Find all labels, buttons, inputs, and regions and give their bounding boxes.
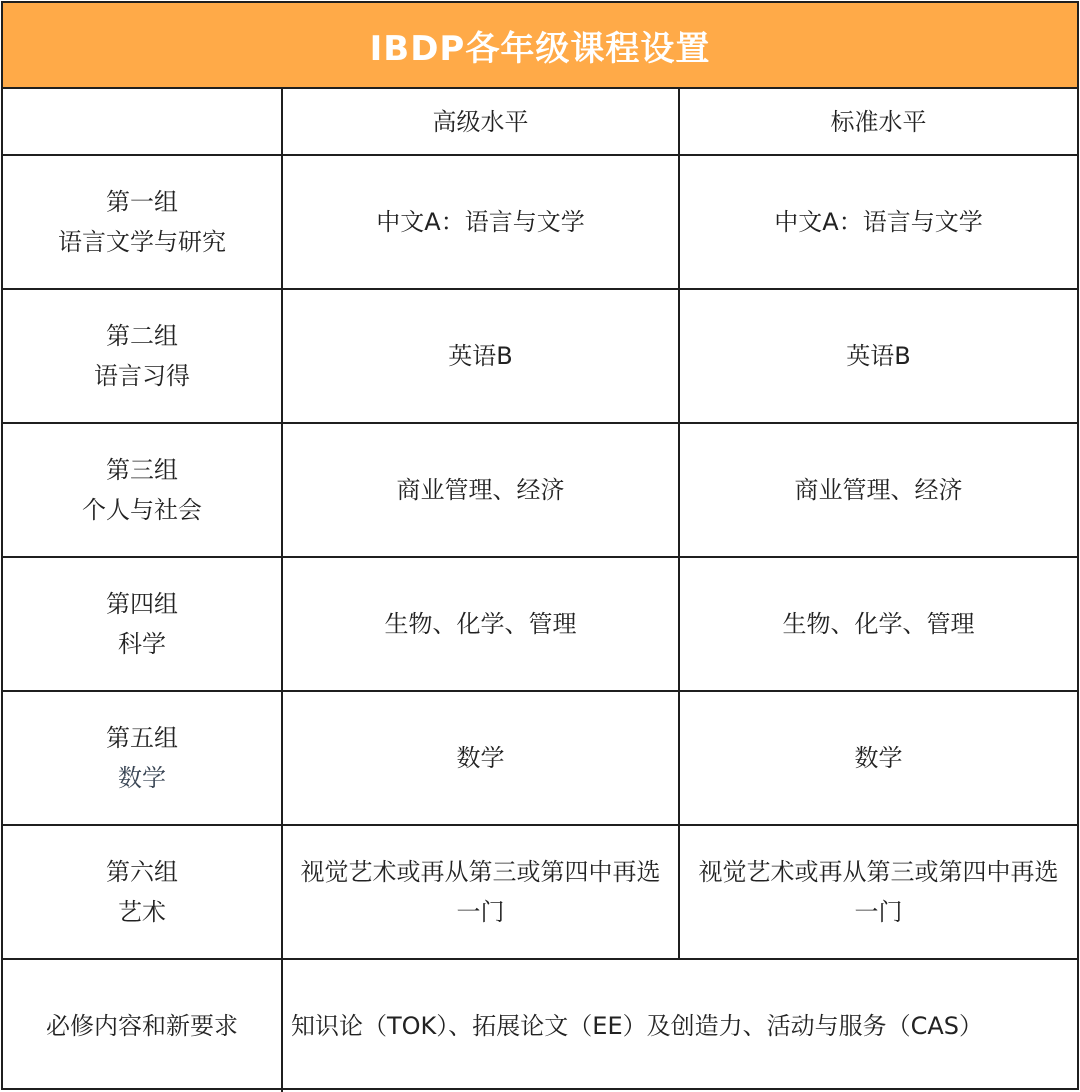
table-row [3,557,1077,691]
group-name: 第三组 [106,456,178,484]
group-subject: 个人与社会 [82,496,202,524]
hl-cell: 数学 [282,691,679,825]
course-table-frame [1,1,1079,1090]
table-row [3,289,1077,423]
group-label [3,289,282,423]
column-header-row [3,89,1077,155]
group-label [3,155,282,289]
column-header-sl: 标准水平 [679,89,1077,155]
group-name: 第五组 [106,724,178,752]
column-header-hl: 高级水平 [282,89,679,155]
group-name: 第一组 [106,188,178,216]
sl-cell: 英语B [679,289,1077,423]
table-title: IBDP各年级课程设置 [3,3,1077,89]
group-subject: 语言习得 [94,362,190,390]
sl-cell: 中文A：语言与文学 [679,155,1077,289]
group-subject: 艺术 [118,898,166,926]
hl-cell: 中文A：语言与文学 [282,155,679,289]
sl-cell: 生物、化学、管理 [679,557,1077,691]
group-name: 第二组 [106,322,178,350]
column-header-empty [3,89,282,155]
hl-cell: 商业管理、经济 [282,423,679,557]
group-name: 第六组 [106,858,178,886]
table-row [3,155,1077,289]
group-label [3,825,282,959]
table-row [3,825,1077,959]
group-subject: 科学 [118,630,166,658]
sl-cell: 数学 [679,691,1077,825]
sl-cell: 商业管理、经济 [679,423,1077,557]
sl-cell: 视觉艺术或再从第三或第四中再选一门 [679,825,1077,959]
group-label [3,423,282,557]
hl-cell: 生物、化学、管理 [282,557,679,691]
requirements-label: 必修内容和新要求 [3,959,282,1092]
group-name: 第四组 [106,590,178,618]
group-subject: 语言文学与研究 [58,228,226,256]
group-label [3,691,282,825]
requirements-row [3,959,1077,1092]
table-row [3,691,1077,825]
hl-cell: 英语B [282,289,679,423]
requirements-content: 知识论（TOK）、拓展论文（EE）及创造力、活动与服务（CAS） [282,959,1077,1092]
hl-cell: 视觉艺术或再从第三或第四中再选一门 [282,825,679,959]
table-row [3,423,1077,557]
course-table [3,89,1077,1092]
group-label [3,557,282,691]
group-subject: 数学 [118,764,166,792]
